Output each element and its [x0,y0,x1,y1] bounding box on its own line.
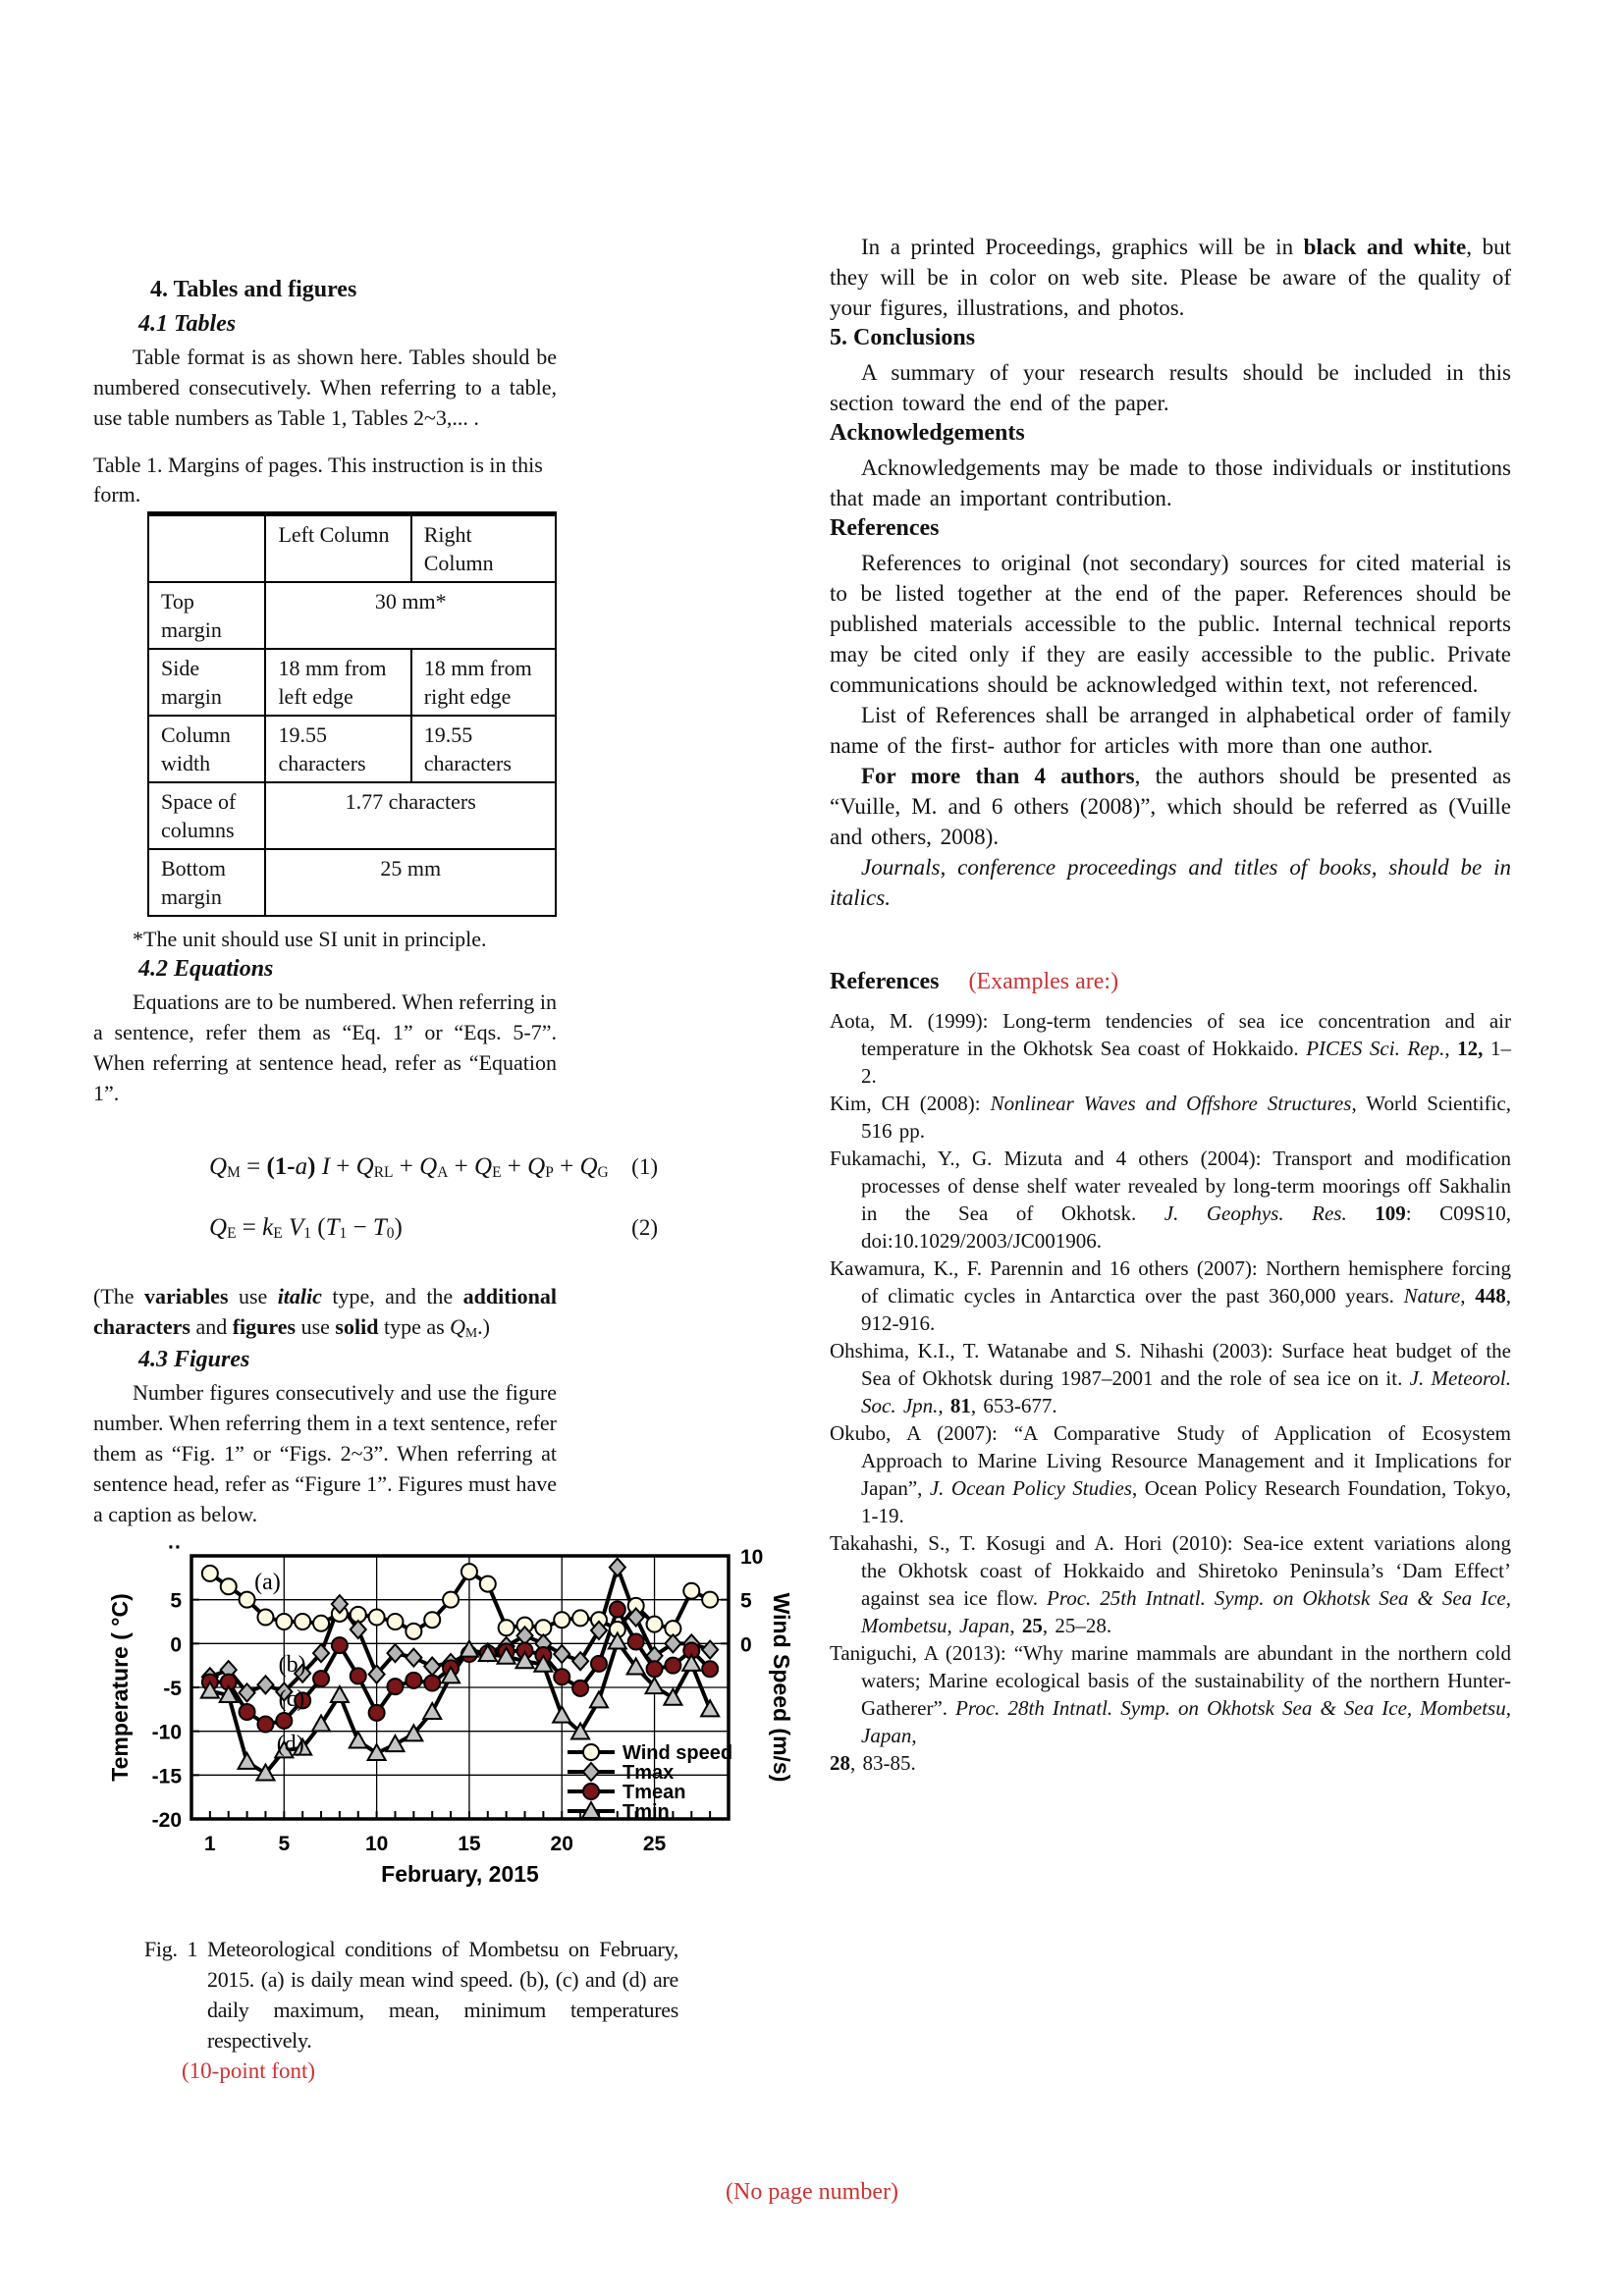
figure-font-note: (10-point font) [182,2058,316,2083]
y-axis-tick-label: -5 [163,1678,182,1700]
data-marker [647,1661,663,1677]
right-axis-tick-label: 0 [740,1633,752,1657]
data-marker [331,1686,349,1702]
reference-item: Takahashi, S., T. Kosugi and A. Hori (2010): Sea-ice extent variations along the Okhotsk coast of Hokkaido and Shiretoko Peninsula’s ‘Dam Effect’ against sea ice flow. Proc. 25th Intnatl. Symp. on Okhotsk Sea & Sea Ice, Mombetsu, Japan, 25, 25–28. [830,1531,1511,1637]
data-marker [461,1564,477,1579]
data-marker [387,1679,403,1694]
paragraph-references-3: For more than 4 authors, the authors should be presented as “Vuille, M. and 6 others (2008)”, which should be referred as (Vuille and others, 2008). [830,764,1511,849]
x-axis-title: February, 2015 [381,1861,539,1887]
data-marker [257,1610,273,1626]
paragraph-equations: Equations are to be numbered. When referring in a sentence, refer them as “Eq. 1” or “Eqs. 5-7”. When referring at sentence head, refer as “Equation 1”. [93,989,557,1105]
data-marker [332,1637,348,1653]
data-marker [554,1612,569,1628]
references-examples-heading [830,966,1511,997]
legend-label: Tmax [623,1762,675,1784]
table-cell: 1.77 characters [265,782,556,849]
data-marker [387,1614,403,1629]
data-marker [257,1717,273,1733]
table-row [148,649,556,716]
series-annotation: (d) [276,1732,304,1758]
y-axis-clipped-tick: ·· [168,1536,182,1559]
table-cell: 30 mm* [265,582,556,649]
x-axis-tick-label: 5 [278,1833,291,1855]
legend-label: Wind speed [623,1742,733,1764]
subsection-heading-figures: 4.3 Figures [138,1347,250,1372]
reference-item: Taniguchi, A (2013): “Why marine mammals are abundant in the northern cold waters; Marine ecological basis of the sustainability of the northern Hunter-Gatherer”. Proc. 28th Intnatl. Symp. on Okhotsk Sea & Sea Ice, Mombetsu, Japan, [830,1641,1511,1747]
data-marker [683,1583,699,1599]
data-marker [369,1610,385,1626]
section-heading-tables-figures: 4. Tables and figures [150,277,357,302]
section-heading-acknowledgements: Acknowledgements [830,420,1025,446]
paragraph-figures: Number figures consecutively and use the figure number. When referring them in a text sentence, refer them as “Fig. 1” or “Figs. 2~3”. When referring at sentence head, refer as “Figure 1”. Figures must have a caption as below. [93,1380,557,1526]
data-marker [424,1676,440,1691]
margins-table [147,511,557,917]
equation-2-number: (2) [631,1215,658,1240]
paragraph-references-1: References to original (not secondary) sources for cited material is to be listed together at the end of the paper. References should be published materials accessible to the public. Internal technical reports may be cited only if they are easily accessible to the public. Private communications should be acknowledged within text, not referenced. [830,551,1511,697]
data-marker [295,1614,310,1629]
legend-label: Tmin [623,1801,670,1823]
equation-1-body: QM = (1-a) I + QRL + QA + QE + QP + QG [209,1153,609,1182]
section-heading-conclusions: 5. Conclusions [830,325,976,350]
data-marker [276,1713,292,1729]
data-marker [443,1592,459,1608]
reference-item: Kim, CH (2008): Nonlinear Waves and Offshore Structures, World Scientific, 516 pp. [830,1092,1512,1143]
paragraph-tables: Table format is as shown here. Tables should be numbered consecutively. When referring to a table, use table numbers as Table 1, Tables 2~3,... . [93,345,557,430]
data-marker [702,1592,718,1608]
reference-item: Okubo, A (2007): “A Comparative Study of Application of Ecosystem Approach to Marine Living Resource Management and it Implications for Japan”, J. Ocean Policy Studies, Ocean Policy Research Foundation, Tokyo, 1-19. [830,1421,1511,1527]
data-marker [553,1707,570,1723]
data-marker [313,1671,329,1686]
table-cell: Space of columns [148,782,265,849]
table-cell: 18 mm from right edge [411,649,556,716]
data-marker [647,1617,663,1632]
paragraph-equation-note: (The variables use italic type, and the additional characters and figures use solid type as QM.) [93,1284,557,1340]
series-annotation: (b) [278,1651,306,1678]
x-axis-tick-label: 25 [642,1833,667,1855]
section-heading-references: References [830,515,940,541]
x-axis-tick-label: 20 [550,1833,573,1855]
table-1-caption: Table 1. Margins of pages. This instruction is in this form. [93,453,543,507]
table-cell: Side margin [148,649,265,716]
equation-2 [93,1214,658,1242]
table-cell: Top margin [148,582,265,649]
data-marker [701,1700,719,1716]
data-marker [406,1624,421,1639]
table-cell: Column width [148,716,265,782]
data-marker [423,1703,441,1719]
data-marker [554,1669,569,1684]
reference-item: Fukamachi, Y., G. Mizuta and 4 others (2004): Transport and modification processes of dense shelf water revealed by long-term moorings off Sakhalin in the Sea of Okhotsk. J. Geophys. Res. 109: C09S10, doi:10.1029/2003/JC001906. [830,1147,1512,1253]
table-row [148,782,556,849]
subsection-heading-equations: 4.2 Equations [138,956,274,982]
figure-1-caption: Fig. 1 Meteorological conditions of Mombetsu on February, 2015. (a) is daily mean wind speed. (b), (c) and (d) are daily maximum, mean, minimum temperatures respectively. [144,1937,678,2053]
y-axis-tick-label: 0 [170,1633,182,1657]
table-row [148,582,556,649]
data-marker [628,1634,644,1650]
table-cell: Right Column [411,514,556,583]
equation-1-number: (1) [631,1154,658,1179]
data-marker [239,1753,256,1769]
right-axis-title: Wind Speed (m/s) [769,1592,794,1783]
x-axis-tick-label: 15 [458,1833,481,1855]
data-marker [572,1681,588,1696]
figure-1-chart [98,1534,795,1899]
table-cell: Left Column [265,514,410,583]
table-cell: 18 mm from left edge [265,649,410,716]
subsection-heading-tables: 4.1 Tables [138,311,237,337]
table-cell: 19.55 characters [265,716,410,782]
data-marker [590,1691,608,1707]
table-cell: Bottom margin [148,849,265,916]
reference-item: 28, 83-85. [830,1751,916,1775]
table-footnote: *The unit should use SI unit in principle. [133,927,487,951]
series-annotation: (c) [278,1685,305,1712]
y-axis-tick-label: -10 [151,1721,182,1744]
data-marker [583,1744,599,1760]
data-marker [591,1656,607,1672]
right-column [830,232,1511,1777]
paragraph-intro: In a printed Proceedings, graphics will be in black and white, but they will be in color on web site. Please be aware of the quality of your figures, illustrations, and photos. [830,235,1512,320]
data-marker [664,1689,681,1705]
y-axis-tick-label: 5 [170,1589,182,1613]
y-axis-tick-label: -15 [151,1765,182,1789]
data-marker [665,1634,680,1652]
data-marker [583,1763,599,1781]
data-marker [424,1658,440,1676]
y-axis-tick-label: -20 [151,1809,182,1832]
paragraph-references-4: Journals, conference proceedings and titles of books, should be in italics. [830,855,1511,910]
data-marker [240,1592,255,1608]
data-marker [406,1673,421,1688]
data-marker [221,1578,237,1594]
figure-1-chart-svg [98,1534,795,1899]
data-marker [369,1705,385,1721]
reference-list [830,1007,1511,1777]
data-marker [665,1658,680,1674]
data-marker [202,1566,218,1581]
table-row [148,716,556,782]
equation-2-body: QE = kE V1 (T1 − T0) [209,1214,403,1243]
reference-item: Kawamura, K., F. Parennin and 16 others (2007): Northern hemisphere forcing of climatic cycles in Antarctica over the past 360,000 years. Nature, 448, 912-916. [830,1256,1512,1335]
data-marker [480,1576,496,1592]
table-cell: 25 mm [265,849,556,916]
references-examples-title: References [830,969,940,994]
data-marker [499,1620,514,1635]
footer-page-number-note: (No page number) [726,2179,898,2205]
data-marker [257,1676,273,1693]
data-marker [351,1668,366,1683]
data-marker [583,1784,599,1799]
y-axis-title: Temperature ( °C) [107,1593,133,1782]
x-axis-tick-label: 1 [204,1833,216,1855]
right-axis-tick-label: 10 [740,1546,764,1569]
data-marker [424,1612,440,1628]
references-examples-note: (Examples are:) [968,969,1119,994]
left-column [93,275,658,1529]
data-marker [610,1601,625,1617]
data-marker [350,1732,367,1747]
paragraph-acknowledgements: Acknowledgements may be made to those individuals or institutions that made an important contribution. [830,455,1511,510]
data-marker [610,1559,625,1576]
data-marker [313,1616,329,1631]
data-marker [406,1649,421,1667]
data-marker [554,1645,569,1663]
data-marker [572,1610,588,1626]
equation-1 [93,1153,658,1181]
paragraph-references-2: List of References shall be arranged in alphabetical order of family name of the first- author for articles with more than one author. [830,703,1511,758]
x-axis-tick-label: 10 [364,1833,389,1855]
data-marker [240,1704,255,1720]
table-cell [148,514,265,583]
paragraph-conclusions: A summary of your research results should be included in this section toward the end of the paper. [830,360,1511,415]
right-axis-tick-label: 5 [740,1589,752,1613]
reference-item: Aota, M. (1999): Long-term tendencies of sea ice concentration and air temperature in the Okhotsk Sea coast of Hokkaido. PICES Sci. Rep., 12, 1–2. [830,1009,1512,1088]
reference-item: Ohshima, K.I., T. Watanabe and S. Nihashi (2003): Surface heat budget of the Sea of Okhotsk during 1987–2001 and the role of sea ice on it. J. Meteorol. Soc. Jpn., 81, 653-677. [830,1339,1511,1417]
series-annotation: (a) [254,1569,281,1595]
legend-label: Tmean [623,1782,686,1803]
data-marker [386,1735,404,1751]
data-marker [702,1661,718,1677]
table-cell: 19.55 characters [411,716,556,782]
data-marker [276,1614,292,1629]
table-row [148,849,556,916]
